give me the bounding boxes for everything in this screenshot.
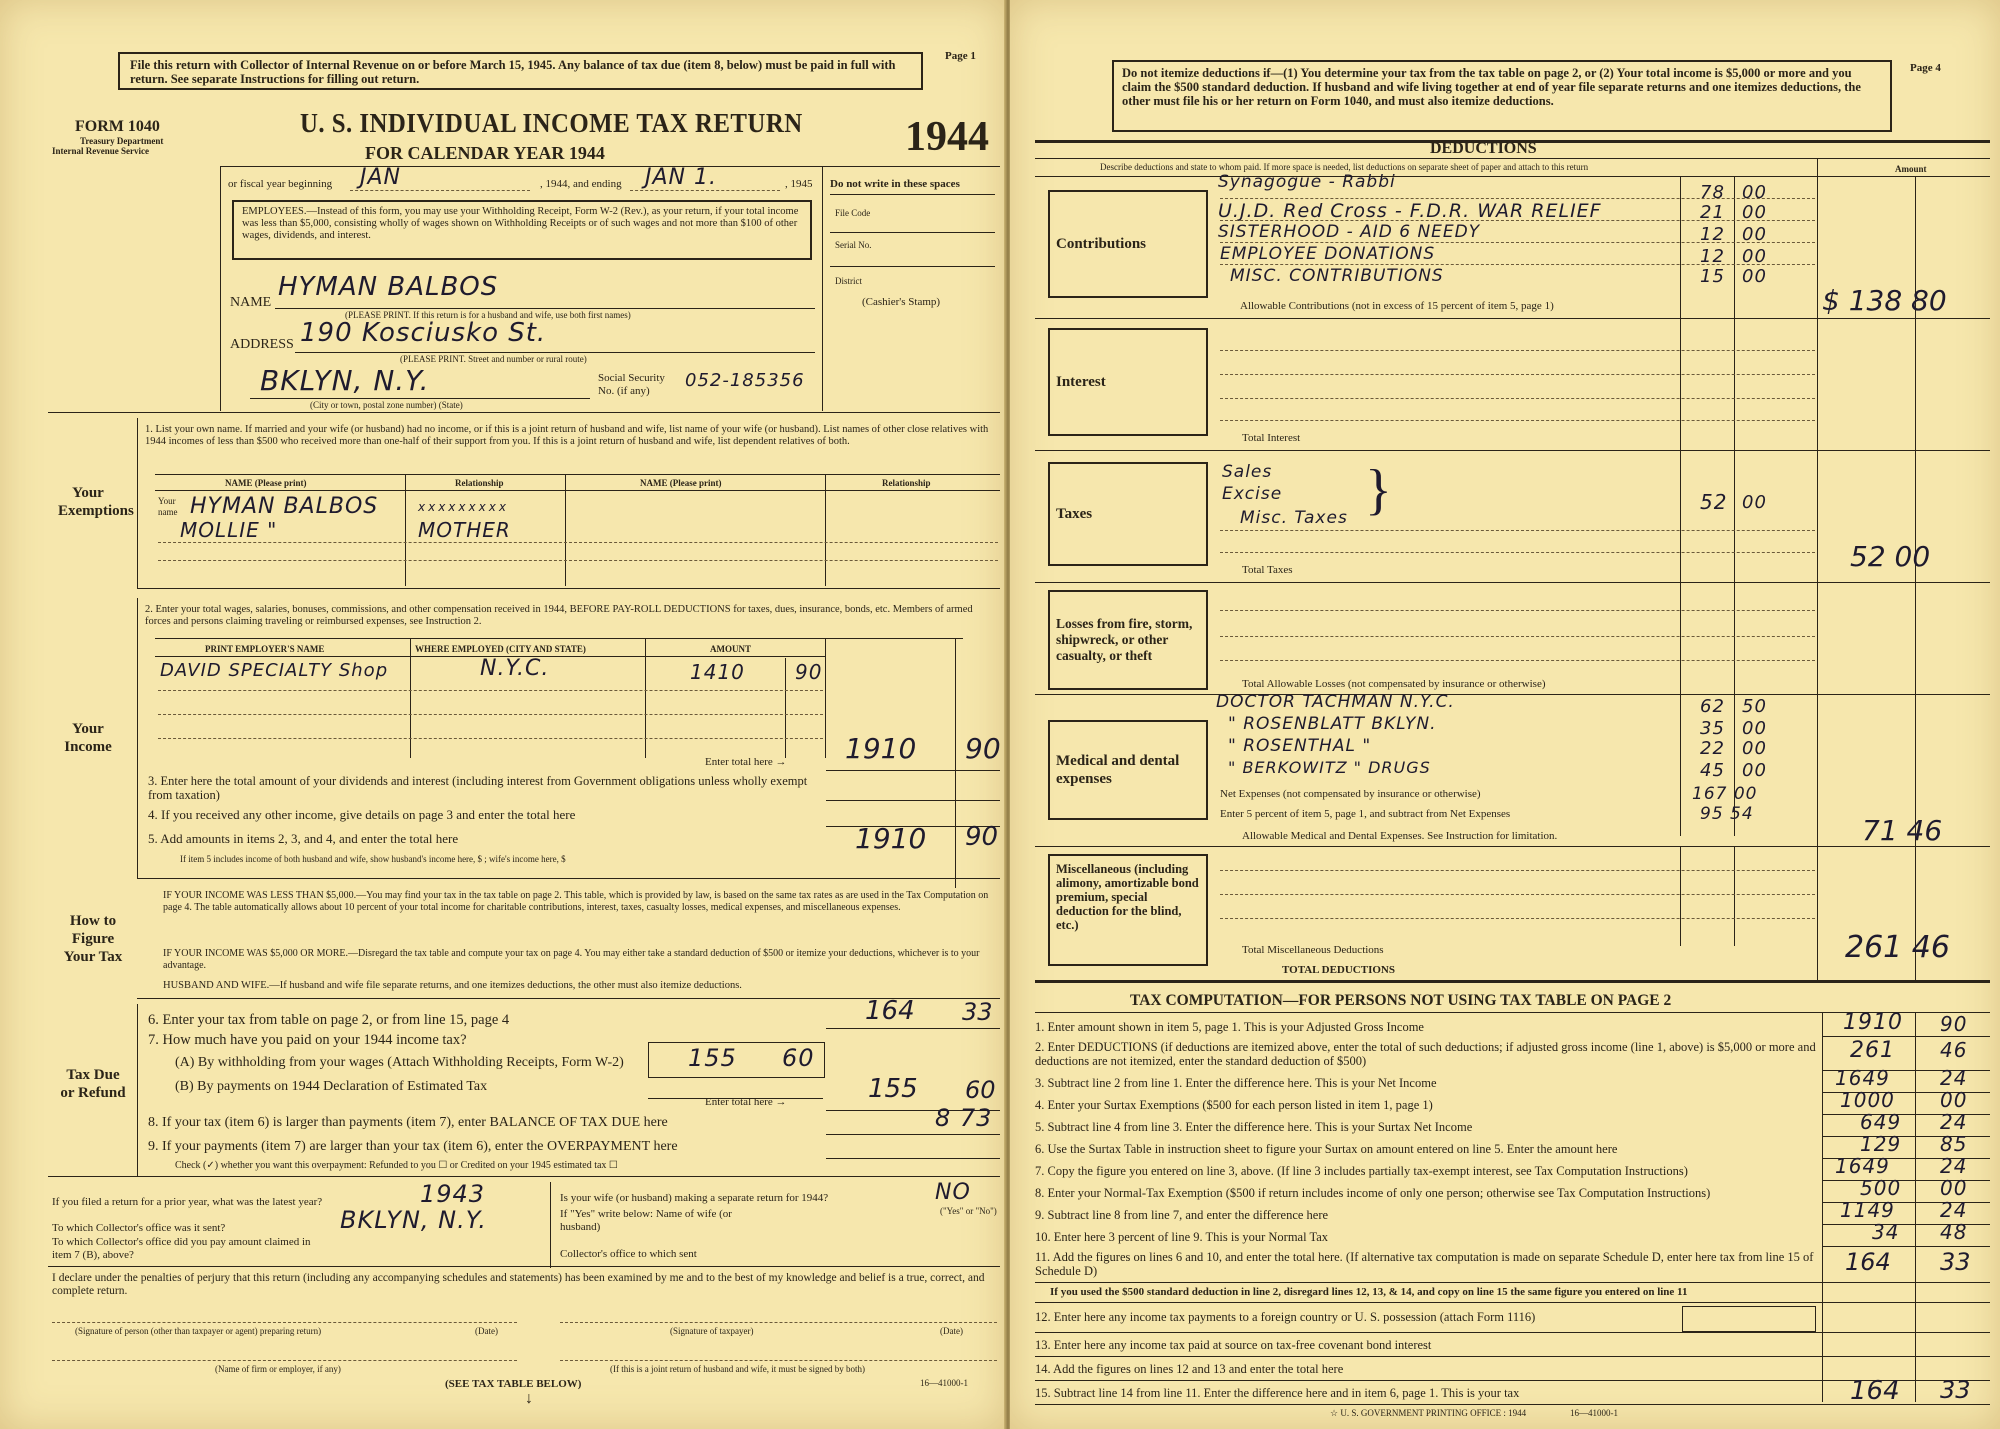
sig-preparer: (Signature of person (other than taxpayer or agent) preparing return) bbox=[75, 1326, 322, 1336]
col-name-1: NAME (Please print) bbox=[225, 478, 307, 488]
taxcomp-cents-3[interactable]: 24 bbox=[1940, 1066, 1968, 1090]
sig-taxpayer: (Signature of taxpayer) bbox=[670, 1326, 754, 1336]
item5-text: 5. Add amounts in items 2, 3, and 4, and enter the total here bbox=[148, 831, 459, 846]
figure-text-2: IF YOUR INCOME WAS $5,000 OR MORE.—Disregard the tax table and compute your tax on page 4. You may either take a standard deduction of $500 or itemize your deductions, whichever is to your advantage. bbox=[163, 948, 980, 971]
taxcomp-line-4: 4. Enter your Surtax Exemptions ($500 for each person listed in item 1, page 1) bbox=[1035, 1098, 1433, 1112]
contribution-desc-1[interactable]: Synagogue - Rabbi bbox=[1218, 172, 1396, 192]
taxcomp-dollars-6[interactable]: 129 bbox=[1860, 1132, 1902, 1156]
taxcomp-line-5: 5. Subtract line 4 from line 3. Enter the difference here. This is your Surtax Net Income bbox=[1035, 1120, 1473, 1134]
item8-value[interactable]: 8 73 bbox=[935, 1104, 993, 1132]
prior-year[interactable]: 1943 bbox=[420, 1180, 486, 1208]
wage-cents[interactable]: 90 bbox=[795, 660, 823, 684]
total-deductions: TOTAL DEDUCTIONS bbox=[1282, 964, 1395, 976]
your-name-label: Your name bbox=[158, 496, 178, 517]
printing-office: ☆ U. S. GOVERNMENT PRINTING OFFICE : 1944 bbox=[1330, 1408, 1527, 1418]
medical-label: Medical and dental expenses bbox=[1048, 720, 1208, 820]
fiscal-tail: , 1945 bbox=[785, 178, 813, 190]
medical-desc-3[interactable]: " ROSENTHAL " bbox=[1228, 736, 1372, 756]
item6-dollars[interactable]: 164 bbox=[865, 996, 915, 1026]
line-14: 14. Add the figures on lines 12 and 13 and enter the total here bbox=[1035, 1362, 1344, 1376]
taxcomp-cents-8[interactable]: 00 bbox=[1940, 1176, 1968, 1200]
collector-office-label: To which Collector's office was it sent? bbox=[52, 1222, 226, 1234]
exemption-rel-2[interactable]: MOTHER bbox=[418, 518, 511, 542]
misc-label: Miscellaneous (including alimony, amortizable bond premium, special deduction for the blind, etc.) bbox=[1048, 854, 1208, 966]
employer-name[interactable]: DAVID SPECIALTY Shop bbox=[160, 660, 389, 681]
taxcomp-line-11: 11. Add the figures on lines 6 and 10, and enter the total here. (If alternative tax computation is made on separate Schedule D, enter here tax from line 15 of Schedule D) bbox=[1035, 1250, 1814, 1278]
taxcomp-line-10: 10. Enter here 3 percent of line 9. This is your Normal Tax bbox=[1035, 1230, 1329, 1244]
contribution-dollars-4[interactable]: 12 bbox=[1700, 246, 1725, 267]
prior-year-label: If you filed a return for a prior year, what was the latest year? bbox=[52, 1196, 323, 1208]
contribution-desc-3[interactable]: SISTERHOOD - AID 6 NEEDY bbox=[1218, 222, 1481, 242]
contribution-cents-1[interactable]: 00 bbox=[1742, 182, 1767, 203]
contribution-cents-3[interactable]: 00 bbox=[1742, 224, 1767, 245]
page-4 bbox=[1010, 0, 2000, 1429]
taxcomp-line-6: 6. Use the Surtax Table in instruction sheet to figure your Surtax on amount entered on line 5. Enter the amount here bbox=[1035, 1142, 1618, 1156]
tax-item-sales[interactable]: Sales bbox=[1222, 462, 1273, 482]
taxcomp-cents-4[interactable]: 00 bbox=[1940, 1088, 1968, 1112]
line-12: 12. Enter here any income tax payments to a foreign country or U. S. possession (attach Form 1116) bbox=[1035, 1310, 1536, 1324]
taxcomp-dollars-4[interactable]: 1000 bbox=[1840, 1088, 1895, 1112]
item2-total-dollars[interactable]: 1910 bbox=[845, 732, 917, 765]
taxcomp-cents-1[interactable]: 90 bbox=[1940, 1012, 1968, 1036]
col-employer: PRINT EMPLOYER'S NAME bbox=[205, 644, 325, 654]
down-arrow-icon: ↓ bbox=[525, 1390, 533, 1407]
employer-where[interactable]: N.Y.C. bbox=[480, 656, 550, 681]
taxcomp-line-9: 9. Subtract line 8 from line 7, and enter the difference here bbox=[1035, 1208, 1329, 1222]
col-where: WHERE EMPLOYED (CITY AND STATE) bbox=[415, 644, 586, 654]
taxcomp-dollars-2[interactable]: 261 bbox=[1850, 1038, 1895, 1063]
taxcomp-dollars-9[interactable]: 1149 bbox=[1840, 1198, 1895, 1222]
spouse-name-label: If "Yes" write below: Name of wife (or husband) bbox=[560, 1208, 732, 1233]
taxcomp-dollars-10[interactable]: 34 bbox=[1872, 1220, 1900, 1244]
sig-date-1: (Date) bbox=[475, 1326, 498, 1336]
item7-total-cents[interactable]: 60 bbox=[965, 1076, 996, 1104]
form-subtitle: FOR CALENDAR YEAR 1944 bbox=[365, 143, 605, 163]
col-name-2: NAME (Please print) bbox=[640, 478, 722, 488]
contribution-desc-2[interactable]: U.J.D. Red Cross - F.D.R. WAR RELIEF bbox=[1218, 200, 1602, 222]
item7a-cents[interactable]: 60 bbox=[782, 1044, 815, 1072]
address-instruction: (PLEASE PRINT. Street and number or rural route) bbox=[400, 354, 587, 364]
medical-cents-3[interactable]: 00 bbox=[1742, 738, 1767, 759]
interest-label: Interest bbox=[1048, 328, 1208, 436]
item5-cents[interactable]: 90 bbox=[965, 822, 999, 852]
name-label: NAME bbox=[230, 295, 272, 310]
describe-header: Describe deductions and state to whom paid. If more space is needed, list deductions on separate sheet of paper and attach to this return bbox=[1100, 162, 1589, 172]
net-expenses-value[interactable]: 167 00 bbox=[1692, 784, 1758, 804]
contribution-dollars-2[interactable]: 21 bbox=[1700, 202, 1725, 223]
taxcomp-line-8: 8. Enter your Normal-Tax Exemption ($500 if return includes income of only one person; otherwise see Tax Computation Instructions) bbox=[1035, 1186, 1711, 1200]
item9-text: 9. If your payments (item 7) are larger than your tax (item 6), enter the OVERPAYMENT here bbox=[148, 1139, 678, 1154]
medical-desc-1[interactable]: DOCTOR TACHMAN N.Y.C. bbox=[1216, 692, 1455, 712]
exemption-rel-1[interactable]: xxxxxxxxx bbox=[418, 500, 509, 514]
contribution-cents-2[interactable]: 00 bbox=[1742, 202, 1767, 223]
contribution-dollars-5[interactable]: 15 bbox=[1700, 266, 1725, 287]
ssn-value[interactable]: 052-185356 bbox=[685, 370, 805, 391]
taxcomp-cents-6[interactable]: 85 bbox=[1940, 1132, 1968, 1156]
taxcomp-dollars-5[interactable]: 649 bbox=[1860, 1110, 1902, 1134]
form-code-1: 16—41000-1 bbox=[920, 1378, 968, 1388]
medical-total[interactable]: 71 46 bbox=[1862, 814, 1943, 847]
medical-dollars-4[interactable]: 45 bbox=[1700, 760, 1725, 781]
city-instruction: (City or town, postal zone number) (State) bbox=[310, 400, 463, 410]
medical-dollars-3[interactable]: 22 bbox=[1700, 738, 1725, 759]
fiscal-year-label: or fiscal year beginning bbox=[228, 178, 333, 190]
figure-tax-label: How to Figure Your Tax bbox=[63, 913, 123, 965]
taxpayer-name[interactable]: HYMAN BALBOS bbox=[278, 272, 499, 302]
spouse-hint: ("Yes" or "No") bbox=[940, 1206, 997, 1216]
taxcomp-line-2: 2. Enter DEDUCTIONS (if deductions are itemized above, enter the total of such deductions; if adjusted gross income (line 1, above) is $5,000 or more and deductions are not itemized, enter the standard deduction of $500) bbox=[1035, 1040, 1816, 1068]
enter-total-7: Enter total here → bbox=[705, 1096, 787, 1108]
taxcomp-cents-5[interactable]: 24 bbox=[1940, 1110, 1968, 1134]
allowable-contributions: Allowable Contributions (not in excess of 15 percent of item 5, page 1) bbox=[1240, 300, 1554, 312]
service: Internal Revenue Service bbox=[52, 146, 149, 156]
medical-cents-2[interactable]: 00 bbox=[1742, 718, 1767, 739]
contribution-cents-4[interactable]: 00 bbox=[1742, 246, 1767, 267]
item5-note: If item 5 includes income of both husband and wife, show husband's income here, $ ; wife's income here, $ bbox=[180, 854, 566, 864]
office-serial: Serial No. bbox=[835, 240, 872, 250]
item2-total-cents[interactable]: 90 bbox=[965, 732, 1001, 765]
contribution-dollars-3[interactable]: 12 bbox=[1700, 224, 1725, 245]
fiscal-begin[interactable]: JAN bbox=[360, 165, 401, 190]
spouse-office-label: Collector's office to which sent bbox=[560, 1248, 697, 1260]
office-use-header: Do not write in these spaces bbox=[830, 178, 960, 190]
contribution-cents-5[interactable]: 00 bbox=[1742, 266, 1767, 287]
net-expenses: Net Expenses (not compensated by insurance or otherwise) bbox=[1220, 788, 1481, 800]
total-taxes: Total Taxes bbox=[1242, 564, 1293, 576]
item9-check[interactable]: Check (✓) whether you want this overpayment: Refunded to you ☐ or Credited on your 1945 estimated tax ☐ bbox=[175, 1160, 618, 1171]
declaration: I declare under the penalties of perjury that this return (including any accompanying schedules and statements) has been examined by me and to the best of my knowledge and belief is a true, correct, and complete return. bbox=[52, 1272, 985, 1297]
sig-joint: (If this is a joint return of husband and wife, it must be signed by both) bbox=[610, 1364, 865, 1374]
col-amount: AMOUNT bbox=[710, 644, 751, 654]
item4-text: 4. If you received any other income, give details on page 3 and enter the total here bbox=[148, 807, 576, 822]
collector-paid-label: To which Collector's office did you pay amount claimed in item 7 (B), above? bbox=[52, 1236, 311, 1261]
form-code-4: 16—41000-1 bbox=[1570, 1408, 1618, 1418]
allowable-medical: Allowable Medical and Dental Expenses. See Instruction for limitation. bbox=[1242, 830, 1558, 842]
item2-text: 2. Enter your total wages, salaries, bonuses, commissions, and other compensation received in 1944, BEFORE PAY-ROLL DEDUCTIONS for taxes, dues, insurance, bonds, etc. Members of armed forces and persons claiming traveling or reimbursed expenses, see Instruction 2. bbox=[145, 604, 973, 627]
item7a-text: (A) By withholding from your wages (Attach Withholding Receipts, Form W-2) bbox=[175, 1055, 624, 1070]
taxcomp-cents-2[interactable]: 46 bbox=[1940, 1038, 1968, 1062]
enter-total-2: Enter total here → bbox=[705, 756, 787, 768]
address-label: ADDRESS bbox=[230, 337, 294, 352]
taxcomp-cents-7[interactable]: 24 bbox=[1940, 1154, 1968, 1178]
office-file-code: File Code bbox=[835, 208, 871, 218]
page-label-4: Page 4 bbox=[1910, 62, 1941, 74]
standard-note: If you used the $500 standard deduction in line 2, disregard lines 12, 13, & 14, and copy on line 15 the same figure you entered on line 11 bbox=[1050, 1286, 1688, 1298]
taxcomp-line-3: 3. Subtract line 2 from line 1. Enter the difference here. This is your Net Income bbox=[1035, 1076, 1437, 1090]
taxcomp-dollars-1[interactable]: 1910 bbox=[1843, 1010, 1903, 1035]
sig-date-2: (Date) bbox=[940, 1326, 963, 1336]
exemption-name-1[interactable]: HYMAN BALBOS bbox=[190, 494, 379, 519]
contributions-total[interactable]: $ 138 80 bbox=[1822, 284, 1947, 317]
item6-cents[interactable]: 33 bbox=[962, 998, 993, 1026]
contribution-dollars-1[interactable]: 78 bbox=[1700, 182, 1725, 203]
figure-text-1: IF YOUR INCOME WAS LESS THAN $5,000.—You may find your tax in the tax table on page 2. This table, which is provided by law, is based on the same tax rates as are used in the Tax Computation on page 4. The table automatically allows about 10 percent of your total income for charitable contributions, interest, taxes, casualty losses, medical expenses, and miscellaneous expenses. bbox=[163, 890, 989, 913]
line-15: 15. Subtract line 14 from line 11. Enter the difference here and in item 6, page 1. This is your tax bbox=[1035, 1386, 1520, 1400]
taxcomp-dollars-3[interactable]: 1649 bbox=[1835, 1066, 1890, 1090]
contributions-label: Contributions bbox=[1048, 190, 1208, 298]
col-rel-2: Relationship bbox=[882, 478, 931, 488]
item3-text: 3. Enter here the total amount of your dividends and interest (including interest from Government obligations unless wholly exempt from taxation) bbox=[148, 774, 808, 802]
item7b-text: (B) By payments on 1944 Declaration of Estimated Tax bbox=[175, 1079, 488, 1094]
item8-text: 8. If your tax (item 6) is larger than payments (item 7), enter BALANCE OF TAX DUE here bbox=[148, 1115, 668, 1130]
spouse-return[interactable]: NO bbox=[935, 1180, 971, 1205]
tax-item-excise[interactable]: Excise bbox=[1222, 484, 1283, 504]
taxcomp-line-1: 1. Enter amount shown in item 5, page 1. This is your Adjusted Gross Income bbox=[1035, 1020, 1424, 1034]
item7a-dollars[interactable]: 155 bbox=[688, 1044, 737, 1072]
line15-dollars[interactable]: 164 bbox=[1850, 1376, 1900, 1406]
taxes-total[interactable]: 52 00 bbox=[1850, 540, 1931, 573]
taxcomp-dollars-7[interactable]: 1649 bbox=[1835, 1154, 1890, 1178]
col-rel-1: Relationship bbox=[455, 478, 504, 488]
contribution-desc-5[interactable]: MISC. CONTRIBUTIONS bbox=[1230, 266, 1444, 286]
form-name: FORM 1040 bbox=[75, 118, 160, 135]
amount-header: Amount bbox=[1895, 164, 1927, 174]
brace-icon: } bbox=[1365, 459, 1392, 521]
item1-text: 1. List your own name. If married and your wife (or husband) had no income, or if this is a joint return of husband and wife, list name of your wife (or husband). List names of other close relatives with 1944 incomes of less than $500 who received more than one-half of their support from you. If this is a joint return of husband and wife, list dependent relatives of both. bbox=[145, 424, 989, 447]
medical-cents-4[interactable]: 00 bbox=[1742, 760, 1767, 781]
item7-text: 7. How much have you paid on your 1944 income tax? bbox=[148, 1032, 467, 1048]
figure-text-3: HUSBAND AND WIFE.—If husband and wife file separate returns, and one itemizes deductions, the other must also itemize deductions. bbox=[163, 980, 742, 991]
total-interest: Total Interest bbox=[1242, 432, 1301, 444]
medical-desc-2[interactable]: " ROSENBLATT BKLYN. bbox=[1228, 714, 1437, 734]
tax-due-label: Tax Due or Refund bbox=[60, 1067, 126, 1101]
line-13: 13. Enter here any income tax paid at source on tax-free covenant bond interest bbox=[1035, 1338, 1432, 1352]
wage-dollars[interactable]: 1410 bbox=[690, 660, 745, 684]
department: Treasury Department bbox=[80, 136, 164, 146]
deductions-grand-total[interactable]: 261 46 bbox=[1845, 930, 1950, 965]
line15-cents[interactable]: 33 bbox=[1940, 1376, 1971, 1404]
employees-note: EMPLOYEES.—Instead of this form, you may use your Withholding Receipt, Form W-2 (Rev.), as your return, if your total income was less than $5,000, consisting wholly of wages shown on Withholding Receipts or of such wages and not more than $100 of other wages, dividends, and interest. bbox=[242, 206, 799, 241]
itemize-note: Do not itemize deductions if—(1) You determine your tax from the tax table on page 2, or (2) Your total income is $5,000 or more and you claim the $500 standard deduction. If husband and wife living together at end of year file separate returns and one itemizes deductions, the other must file his or her return on Form 1040, and must also itemize deductions. bbox=[1122, 66, 1861, 108]
income-label: Your Income bbox=[64, 721, 112, 755]
contribution-desc-4[interactable]: EMPLOYEE DONATIONS bbox=[1220, 244, 1436, 264]
page-label: Page 1 bbox=[945, 50, 976, 62]
fiscal-mid: , 1944, and ending bbox=[540, 178, 622, 190]
medical-dollars-2[interactable]: 35 bbox=[1700, 718, 1725, 739]
total-misc: Total Miscellaneous Deductions bbox=[1242, 944, 1384, 956]
item7-total-dollars[interactable]: 155 bbox=[868, 1074, 918, 1104]
taxes-cents[interactable]: 00 bbox=[1742, 492, 1767, 513]
taxpayer-address[interactable]: 190 Kosciusko St. bbox=[300, 318, 547, 348]
deductions-title: DEDUCTIONS bbox=[1430, 140, 1537, 157]
taxcomp-dollars-8[interactable]: 500 bbox=[1860, 1176, 1902, 1200]
spouse-return-label: Is your wife (or husband) making a separate return for 1944? bbox=[560, 1192, 829, 1204]
item5-dollars[interactable]: 1910 bbox=[855, 822, 927, 855]
tax-year: 1944 bbox=[905, 114, 989, 160]
employees-note-box bbox=[232, 200, 812, 260]
medical-desc-4[interactable]: " BERKOWITZ " DRUGS bbox=[1228, 758, 1431, 777]
filing-instruction: File this return with Collector of Internal Revenue on or before March 15, 1945. Any balance of tax due (item 8, below) must be paid in full with return. See separate Instructions for filling out return. bbox=[130, 58, 896, 86]
taxcomp-cents-11[interactable]: 33 bbox=[1940, 1248, 1971, 1276]
tax-item-misc[interactable]: Misc. Taxes bbox=[1240, 508, 1348, 528]
five-percent: Enter 5 percent of item 5, page 1, and subtract from Net Expenses bbox=[1220, 808, 1511, 820]
medical-cents-1[interactable]: 50 bbox=[1742, 696, 1767, 717]
filing-instruction-box bbox=[118, 52, 923, 90]
medical-dollars-1[interactable]: 62 bbox=[1700, 696, 1725, 717]
form-title: U. S. INDIVIDUAL INCOME TAX RETURN bbox=[300, 108, 803, 138]
exemptions-label: Your Exemptions bbox=[58, 485, 134, 519]
taxcomp-cents-10[interactable]: 48 bbox=[1940, 1220, 1968, 1244]
taxcomp-title: TAX COMPUTATION—FOR PERSONS NOT USING TAX TABLE ON PAGE 2 bbox=[1130, 992, 1672, 1009]
item6-text: 6. Enter your tax from table on page 2, or from line 15, page 4 bbox=[148, 1012, 510, 1028]
taxcomp-line-7: 7. Copy the figure you entered on line 3, above. (If line 3 includes partially tax-exempt interest, see Tax Computation Instructions) bbox=[1035, 1164, 1688, 1178]
taxpayer-city[interactable]: BKLYN, N.Y. bbox=[260, 364, 430, 397]
see-tax-table[interactable]: (SEE TAX TABLE BELOW) bbox=[445, 1378, 582, 1390]
taxcomp-dollars-11[interactable]: 164 bbox=[1845, 1248, 1891, 1276]
losses-label: Losses from fire, storm, shipwreck, or other casualty, or theft bbox=[1048, 590, 1208, 690]
ssn-label: Social Security No. (if any) bbox=[598, 372, 665, 397]
sig-firm: (Name of firm or employer, if any) bbox=[215, 1364, 341, 1374]
fiscal-end[interactable]: JAN 1. bbox=[645, 165, 717, 190]
itemize-note-box bbox=[1112, 60, 1892, 132]
five-percent-value[interactable]: 95 54 bbox=[1700, 804, 1754, 824]
cashier-stamp: (Cashier's Stamp) bbox=[862, 296, 941, 308]
office-district: District bbox=[835, 276, 862, 286]
name-instruction: (PLEASE PRINT. If this return is for a husband and wife, use both first names) bbox=[345, 310, 631, 320]
taxes-dollars[interactable]: 52 bbox=[1700, 490, 1728, 514]
taxcomp-cents-9[interactable]: 24 bbox=[1940, 1198, 1968, 1222]
taxes-label: Taxes bbox=[1048, 462, 1208, 566]
exemption-name-2[interactable]: MOLLIE " bbox=[180, 518, 278, 542]
collector-office[interactable]: BKLYN, N.Y. bbox=[340, 1206, 487, 1234]
total-losses: Total Allowable Losses (not compensated by insurance or otherwise) bbox=[1242, 678, 1546, 690]
